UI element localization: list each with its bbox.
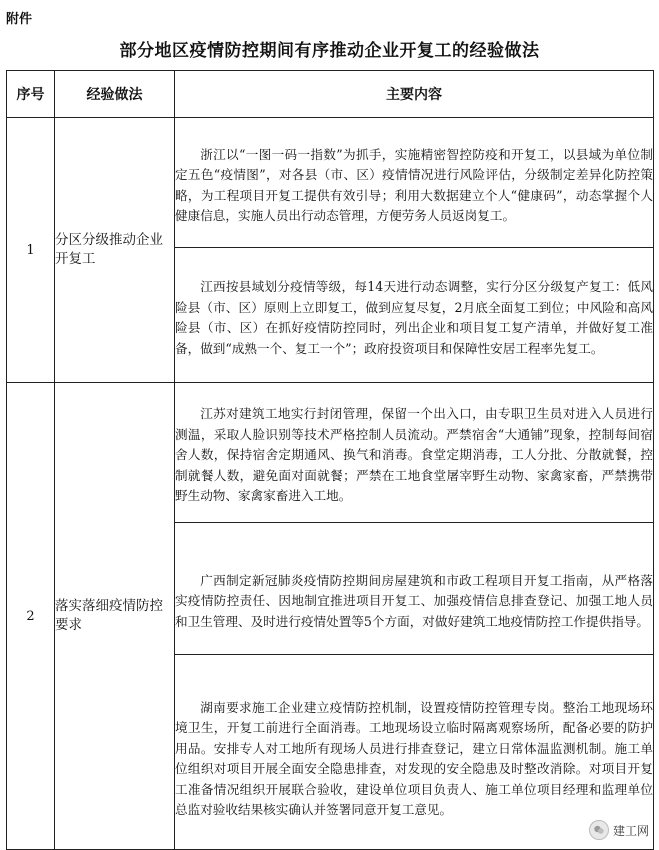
table-row <box>7 118 654 248</box>
wechat-logo-icon <box>589 820 609 840</box>
content-text: 江西按县域划分疫情等级，每14天进行动态调整，实行分区分级复产复工：低风险县（市、区）原则上立即复工，做到应复尽复，2月底全面复工到位；中风险和高风险县（市、区）在抓好疫情防控同时，列出企业和项目复工复产清单，并做好复工准备，做到“成熟一个、复工一个”；政府投资项目和保障性安居工程率先复工。 <box>175 279 653 356</box>
table-row <box>7 383 654 523</box>
watermark <box>589 820 649 840</box>
content-text: 浙江以“一图一码一指数”为抓手，实施精密智控防疫和开复工，以县域为单位制定五色“疫情图”，对各县（市、区）疫情情况进行风险评估，分级制定差异化防控策略，为工程项目开复工提供有效引导；利用大数据建立个人“健康码”，动态掌握个人健康信息，实施人员出行动态管理，方便劳务人员返岗复工。 <box>175 146 653 223</box>
seq-cell: 1 <box>7 118 55 383</box>
content-cell <box>175 383 654 523</box>
content-cell <box>175 118 654 248</box>
content-text: 江苏对建筑工地实行封闭管理，保留一个出入口，由专职卫生员对进入人员进行测温，采取人脸识别等技术严格控制人员流动。严禁宿舍“大通铺”现象，控制每间宿舍人数，保持宿舍定期通风、换气和消毒。食堂定期消毒，工人分批、分散就餐，控制就餐人数，避免面对面就餐；严禁在工地食堂屠宰野生动物、家禽家畜，严禁携带野生动物、家禽家畜进入工地。 <box>175 406 653 504</box>
content-cell <box>175 523 654 655</box>
method-cell: 落实落细疫情防控要求 <box>55 383 175 850</box>
watermark-text: 建工网 <box>612 823 649 838</box>
document-title: 部分地区疫情防控期间有序推动企业开复工的经验做法 <box>119 41 540 61</box>
experience-table <box>6 70 654 850</box>
content-text: 湖南要求施工企业建立疫情防控机制，设置疫情防控管理专岗。整治工地现场环境卫生，开复工前进行全面消毒。工地现场设立临时隔离观察场所，配备必要的防护用品。安排专人对工地所有现场人员进行排查登记，建立日常体温监测机制。施工单位组织对项目开展全面安全隐患排查，对发现的安全隐患及时整改消除。对项目开复工准备情况组织开展联合验收，建设单位项目负责人、施工单位项目经理和监理单位总监对验收结果核实确认并签署同意开复工意见。 <box>175 699 653 817</box>
attachment-label: 附件 <box>6 12 33 27</box>
content-text: 广西制定新冠肺炎疫情防控期间房屋建筑和市政工程项目开复工指南，从严格落实疫情防控责任、因地制宜推进项目开复工、加强疫情信息排查登记、加强工地人员和卫生管理、及时进行疫情处置等5个方面，对做好建筑工地疫情防控工作提供指导。 <box>175 572 653 629</box>
method-cell: 分区分级推动企业开复工 <box>55 118 175 383</box>
content-cell <box>175 655 654 850</box>
header-seq: 序号 <box>7 71 55 118</box>
header-content: 主要内容 <box>175 71 654 118</box>
header-method: 经验做法 <box>55 71 175 118</box>
seq-cell: 2 <box>7 383 55 850</box>
content-cell <box>175 248 654 383</box>
table-header-row <box>7 71 654 118</box>
